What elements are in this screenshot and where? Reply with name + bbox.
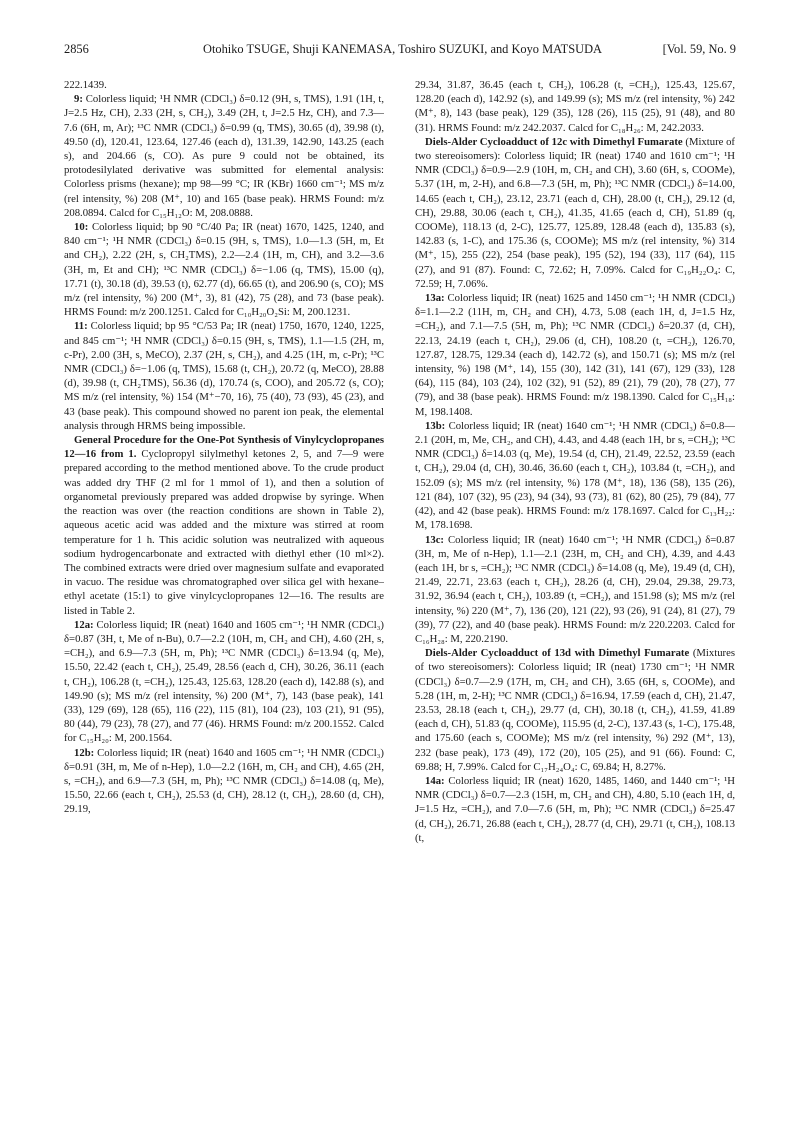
paragraph-text: Colorless liquid; IR (neat) 1640 cm⁻¹; ¹H NMR (CDCl₃) δ=0.8—2.1 (20H, m, Me, CH₂, and CH), 4.43, and 4.48 (each 1H, br s, =CH₂); ¹³C NMR (CDCl₃) δ=14.03 (q, Me), 19.54 (d, CH), 21.49, 22.52, 23.59 (each t, CH₂), 29.04 (d, CH), 30.46, 36.60 (each t, CH₂), 103.84 (t, =CH₂), and 152.09 (s); MS m/z (rel intensity, %) 178 (M⁺, 18), 136 (58), 135 (26), 121 (84), 107 (32), 95 (23), 94 (34), 93 (73), 81 (62), 80 (25), 79 (84), 77 (42), and 42 (base peak). HRMS Found: m/z 178.1697. Calcd for C₁₃H₂₂: M, 178.1698. — [415, 419, 735, 532]
compound-entry-13c — [415, 533, 735, 647]
compound-entry-13a — [415, 291, 735, 419]
paragraph-text: 29.34, 31.87, 36.45 (each t, CH₂), 106.28 (t, =CH₂), 125.43, 125.67, 128.20 (each d), 142.92 (s), and 149.99 (s); MS m/z (rel intensity, %) 242 (M⁺, 8), 143 (base peak), 129 (35), 128 (26), 115 (25), 91 (48), and 80 (31). HRMS Found: m/z 242.2037. Calcd for C₁₈H₂₆: M, 242.2033. — [415, 79, 735, 134]
compound-entry-14a — [415, 774, 735, 845]
left-column — [64, 78, 384, 1108]
compound-label: 9: — [74, 93, 83, 106]
general-procedure-paragraph — [64, 433, 384, 618]
compound-label: 13b: — [425, 419, 446, 432]
paragraph-text: Colorless liquid; IR (neat) 1640 and 1605 cm⁻¹; ¹H NMR (CDCl₃) δ=0.91 (3H, m, Me of n-Hep), 1.0—2.2 (16H, m, CH₂ and CH), 4.65 (2H, s, =CH₂), and 6.9—7.3 (5H, m, Ph); ¹³C NMR (CDCl₃) δ=14.08 (q, Me), 15.50, 22.66 (each t, CH₂), 25.53 (d, CH), 28.12 (t, CH₂), 28.60 (d, CH), 29.19, — [64, 746, 384, 816]
compound-entry-11 — [64, 319, 384, 433]
paragraph-text: Colorless liquid; IR (neat) 1625 and 1450 cm⁻¹; ¹H NMR (CDCl₃) δ=1.1—2.2 (11H, m, CH₂ and CH), 4.73, 5.08 (each 1H, d, J=1.5 Hz, =CH₂), and 7.1—7.5 (5H, m, Ph); ¹³C NMR (CDCl₃) δ=20.37 (d, CH), 22.13, 24.19 (each t, CH₂), 29.06 (d, CH), 108.20 (t, =CH₂), 126.70, 127.87, 128.75, 129.34 (each d), 142.72 (s), and 150.71 (s); MS m/z (rel intensity, %) 198 (M⁺, 14), 155 (30), 142 (31), 141 (67), 129 (33), 128 (64), 115 (84), 103 (24), 102 (32), 91 (52), 89 (21), 79 (20), 78 (27), 77 (79), and 38 (base peak). HRMS Found: m/z 198.1390. Calcd for C₁₅H₁₈: M, 198.1408. — [415, 292, 735, 418]
compound-entry-13b — [415, 419, 735, 533]
paragraph-text: Colorless liquid; IR (neat) 1640 cm⁻¹; ¹H NMR (CDCl₃) δ=0.87 (3H, m, Me of n-Hep), 1.1—2.1 (23H, m, CH₂ and CH), 4.39, and 4.43 (each 1H, br s, =CH₂); ¹³C NMR (CDCl₃) δ=14.08 (q, Me), 19.49 (d, CH), 21.49, 22.71, 23.63 (each t, CH₂), 28.26 (d, CH), 29.04, 29.38, 29.73, 31.92, 36.94 (each t, CH₂), 103.89 (t, =CH₂), and 151.98 (s); MS m/z (rel intensity, %) 220 (M⁺, 7), 136 (20), 121 (22), 93 (26), 91 (24), 81 (27), 79 (39), 77 (22), and 40 (base peak). HRMS Found: m/z 220.2203. Calcd for C₁₆H₂₈: M, 220.2190. — [415, 533, 735, 645]
running-header — [64, 42, 736, 60]
compound-label: 12b: — [74, 746, 95, 759]
compound-label: 12a: — [74, 618, 94, 631]
paragraph-text: Colorless liquid; bp 95 °C/53 Pa; IR (neat) 1750, 1670, 1240, 1225, and 845 cm⁻¹; ¹H NMR (CDCl₃) δ=0.15 (9H, s, TMS), 1.1—1.5 (2H, m, c-Pr), 2.00 (3H, s, MeCO), 2.37 (2H, s, CH₂), and 4.25 (1H, m, c-Pr); ¹³C NMR (CDCl₃) δ=−1.06 (q, TMS), 15.68 (t, CH₂), 20.72 (q, MeCO), 28.88 (d), 39.98 (t, CH₂TMS), 56.36 (d), 170.74 (s, COO), and 205.72 (s, CO); MS m/z (rel intensity, %) 154 (M⁺−70, 16), 75 (40), 73 (93), 45 (23), and 43 (base peak). This compound showed no parent ion peak, the elemental analysis through HRMS being impossible. — [64, 320, 384, 432]
paragraph-text: Colorless liquid; IR (neat) 1620, 1485, 1460, and 1440 cm⁻¹; ¹H NMR (CDCl₃) δ=0.7—2.3 (15H, m, CH₂ and CH), 4.80, 5.10 (each 1H, d, J=1.5 Hz, =CH₂), and 7.0—7.6 (5H, m, Ph); ¹³C NMR (CDCl₃) δ=25.47 (d, CH₂), 26.71, 26.88 (each t, CH₂), 28.77 (d, CH), 29.71 (t, CH₂), 108.13 (t, — [415, 774, 735, 844]
paragraph-text: (Mixture of two stereoisomers): Colorless liquid; IR (neat) 1740 and 1610 cm⁻¹; ¹H NMR (CDCl₃) δ=0.9—2.9 (10H, m, CH₂ and CH), 3.60 (6H, s, COOMe), 5.37 (1H, m, 2-H), and 6.8—7.3 (5H, m, Ph); ¹³C NMR (CDCl₃) δ=14.00, 14.65 (each t, CH₂), 23.12, 23.71 (each d, CH), 28.00 (t, CH₂), 29.12 (d, CH), 29.88, 30.06 (each t, CH₂), 41.35, 41.65 (each d, CH), 51.89 (q, COOMe), 118.13 (d, 2-C), 125.77, 125.89, 128.48 (each d), 135.83 (s), 142.83 (s, 1-C), and 175.36 (s, COOMe); MS m/z (rel intensity, %) 314 (M⁺, 15), 255 (22), 254 (base peak), 195 (52), 194 (33), 117 (64), 115 (27), and 91 (87). Found: C, 72.62; H, 7.09%. Calcd for C₁₉H₂₂O₄: C, 72.59; H, 7.06%. — [415, 135, 735, 290]
section-heading: General Procedure for the One-Pot Synthesis of Vinylcyclopropanes 12—16 from 1. — [64, 434, 384, 461]
paragraph-text: 222.1439. — [64, 79, 107, 91]
compound-label: 14a: — [425, 774, 445, 787]
running-header-journal: [Vol. 59, No. 9 — [662, 42, 736, 56]
paragraph-text: Colorless liquid; IR (neat) 1640 and 1605 cm⁻¹; ¹H NMR (CDCl₃) δ=0.87 (3H, t, Me of n-Bu), 0.7—2.2 (10H, m, CH₂ and CH), 4.60 (2H, s, =CH₂), and 6.9—7.3 (5H, m, Ph); ¹³C NMR (CDCl₃) δ=13.94 (q, Me), 15.50, 22.42 (each t, CH₂), 25.49, 28.56 (each d, CH), 30.26, 36.11 (each t, CH₂), 106.28 (t, =CH₂), 125.43, 125.63, 128.20 (each d), 142.88 (s), and 149.90 (s); MS m/z (rel intensity, %) 200 (M⁺, 7), 143 (base peak), 141 (33), 129 (69), 128 (65), 116 (22), 115 (81), 104 (23), 103 (21), 91 (95), 80 (44), 79 (23), 78 (27), and 77 (46). HRMS Found: m/z 200.1552. Calcd for C₁₅H₂₀: M, 200.1564. — [64, 618, 384, 745]
paragraph-text: Colorless liquid; ¹H NMR (CDCl₃) δ=0.12 (9H, s, TMS), 1.91 (1H, t, J=2.5 Hz, CH), 2.33 (2H, s, CH₂), 3.49 (2H, t, J=2.5 Hz, CH), and 7.3—7.6 (6H, m, Ar); ¹³C NMR (CDCl₃) δ=0.99 (q, TMS), 30.65 (d), 39.98 (t), 49.50 (d), 120.41, 123.64, 127.46 (each d), 131.39, 142.90, 143.25 (each s), and 204.66 (s, CO). As pure 9 could not be obtained, its protodesilylated derivative was submitted for elemental analysis: Colorless prisms (hexane); mp 98—99 °C; IR (KBr) 1660 cm⁻¹; MS m/z (rel intensity, %) 208 (M⁺, 10) and 165 (base peak). HRMS Found: m/z 208.0894. Calcd for C₁₅H₁₂O: M, 208.0888. — [64, 93, 384, 219]
running-header-authors: Otohiko TSUGE, Shuji KANEMASA, Toshiro SUZUKI, and Koyo MATSUDA — [203, 42, 602, 56]
compound-label: 11: — [74, 320, 88, 333]
paragraph-continuation — [64, 78, 384, 92]
compound-label: 13a: — [425, 292, 445, 305]
compound-entry-10 — [64, 220, 384, 319]
section-heading: Diels-Alder Cycloadduct of 12c with Dimethyl Fumarate — [425, 135, 683, 148]
section-heading: Diels-Alder Cycloadduct of 13d with Dimethyl Fumarate — [425, 647, 690, 660]
compound-label: 13c: — [425, 533, 444, 546]
cycloadduct-13d-entry — [415, 646, 735, 774]
compound-label: 10: — [74, 221, 89, 234]
right-column — [415, 78, 735, 1108]
paragraph-text: Cyclopropyl silylmethyl ketones 2, 5, and 7—9 were prepared according to the method mentioned above. To the crude product was added dry THF (2 ml for 1 mmol of 1), and then a solution of organometal previously prepared was added dropwise by syringe. When the reaction was over (the reaction conditions are shown in Table 2), aqueous acetic acid was added and the mixture was stirred at room temperature for 1 h. This acidic solution was neutralized with aqueous sodium hydrogencarbonate and extracted with diethyl ether (10 ml×2). The combined extracts were dried over magnesium sulfate and evaporated in vacuo. The residue was chromatographed over silica gel with hexane–ethyl acetate (15:1) to give vinylcyclopropanes 12—16. The results are listed in Table 2. — [64, 448, 384, 617]
page-number: 2856 — [64, 42, 89, 56]
compound-entry-12a — [64, 618, 384, 746]
cycloadduct-12c-entry — [415, 135, 735, 291]
compound-entry-12b — [64, 746, 384, 817]
paragraph-text: Colorless liquid; bp 90 °C/40 Pa; IR (neat) 1670, 1425, 1240, and 840 cm⁻¹; ¹H NMR (CDCl₃) δ=0.15 (9H, s, TMS), 1.0—1.3 (5H, m, Et and CH₂), 2.22 (2H, s, CH₂TMS), 2.2—2.4 (1H, m, CH), and 3.2—3.6 (3H, m, Et and CH); ¹³C NMR (CDCl₃) δ=−1.06 (q, TMS), 15.00 (q), 17.71 (t), 30.18 (d), 39.53 (t), 62.77 (d), 66.65 (t), and 206.90 (s, CO); MS m/z (rel intensity, %) 200 (M⁺, 3), 81 (42), 75 (28), and 73 (base peak). HRMS Found: m/z 200.1251. Calcd for C₁₀H₂₀O₂Si: M, 200.1231. — [64, 221, 384, 319]
compound-entry-9 — [64, 92, 384, 220]
paragraph-continuation — [415, 78, 735, 135]
paragraph-text: (Mixtures of two stereoisomers): Colorless liquid; IR (neat) 1730 cm⁻¹; ¹H NMR (CDCl₃) δ=0.7—2.9 (17H, m, CH₂ and CH), 3.65 (6H, s, COOMe), and 5.28 (1H, m, 2-H); ¹³C NMR (CDCl₃) δ=16.94, 17.59 (each d, CH), 21.47, 23.53, 28.18 (each t, CH₂), 29.77 (d, CH), 30.18 (t, CH₂), 41.59, 41.89 (each d, CH), 51.83 (q, COOMe), 115.95 (d, 2-C), 137.43 (s, 1-C), 175.48, and 175.60 (each s, COOMe); MS m/z (rel intensity, %) 292 (M⁺, 13), 232 (base peak), 173 (49), 172 (20), 105 (25), and 91 (66). Found: C, 69.88; H, 7.99%. Calcd for C₁₇H₂₄O₄: C, 69.84; H, 8.27%. — [415, 647, 735, 773]
